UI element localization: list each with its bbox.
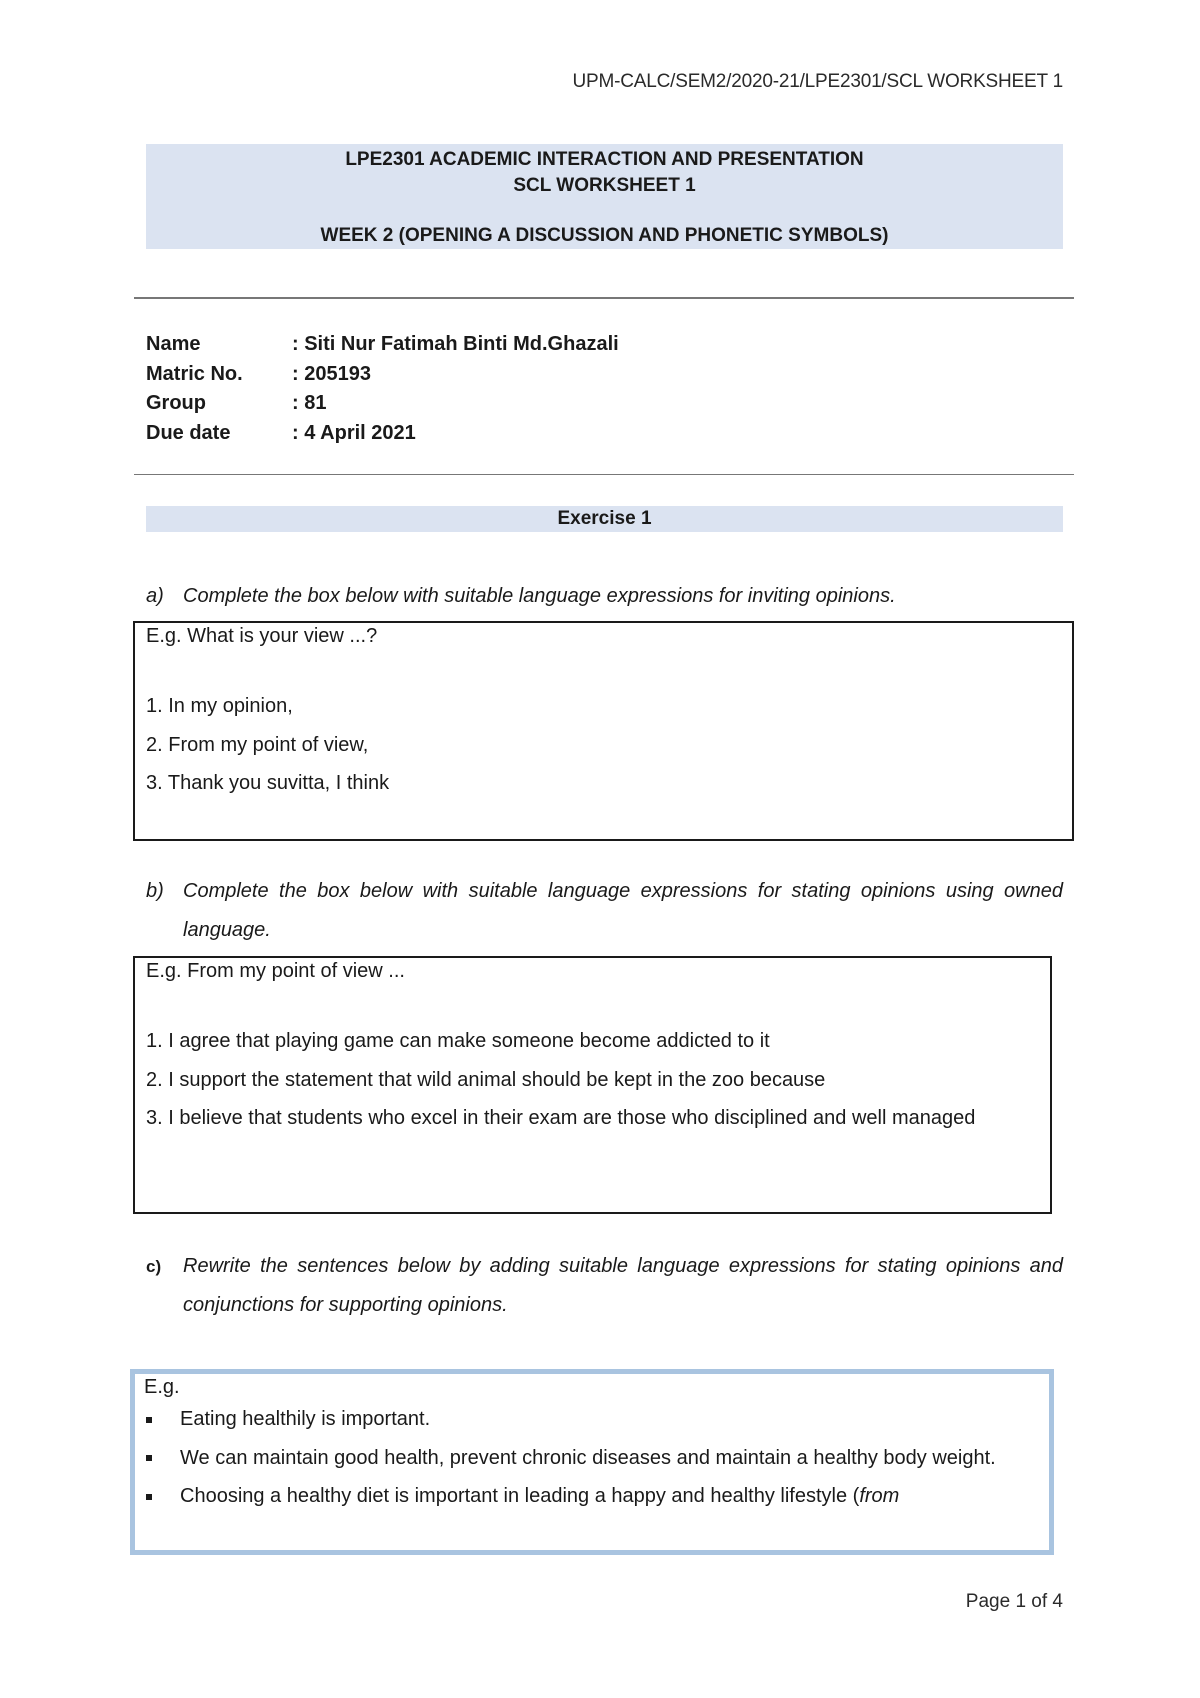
answer-b-example: E.g. From my point of view ...	[146, 960, 405, 982]
due-date-value: : 4 April 2021	[292, 421, 416, 444]
answer-a-line-3: 3. Thank you suvitta, I think	[146, 772, 390, 794]
info-row-matric	[146, 360, 619, 390]
document-reference-header: UPM-CALC/SEM2/2020-21/LPE2301/SCL WORKSHEET 1	[572, 71, 1063, 92]
question-b	[146, 872, 1063, 950]
exercise-title: Exercise 1	[146, 506, 1063, 532]
answer-b-line-1: 1. I agree that playing game can make someone become addicted to it	[146, 1030, 770, 1052]
week-title: WEEK 2 (OPENING A DISCUSSION AND PHONETIC SYMBOLS)	[320, 225, 889, 246]
name-value: : Siti Nur Fatimah Binti Md.Ghazali	[292, 333, 619, 355]
answer-box-a[interactable]	[133, 621, 1074, 841]
divider-top	[134, 297, 1074, 299]
question-a-text: Complete the box below with suitable language expressions for inviting opinions.	[183, 585, 896, 607]
worksheet-title: SCL WORKSHEET 1	[513, 175, 696, 196]
student-info	[146, 330, 619, 448]
example-c-bullet-2: We can maintain good health, prevent chronic diseases and maintain a healthy body weight.	[180, 1446, 996, 1469]
example-box-c	[130, 1369, 1054, 1555]
question-b-marker: b)	[146, 880, 164, 902]
question-c-marker: c)	[146, 1257, 162, 1276]
question-a	[146, 577, 1063, 616]
bullet-icon	[144, 1439, 152, 1478]
name-label: Name	[146, 333, 201, 355]
example-c-label: E.g.	[144, 1376, 180, 1398]
example-c-bullet-1: Eating healthily is important.	[180, 1408, 431, 1430]
info-row-name	[146, 330, 619, 360]
group-label: Group	[146, 392, 206, 414]
divider-bottom	[134, 474, 1074, 475]
list-item	[144, 1400, 1040, 1439]
due-date-label: Due date	[146, 421, 231, 444]
info-row-group	[146, 389, 619, 419]
info-row-due-date	[146, 419, 619, 449]
example-c-list	[144, 1400, 1040, 1516]
course-title: LPE2301 ACADEMIC INTERACTION AND PRESENTATION	[345, 149, 864, 170]
question-a-marker: a)	[146, 585, 164, 607]
answer-b-line-2: 2. I support the statement that wild animal should be kept in the zoo because	[146, 1068, 826, 1091]
question-c	[146, 1247, 1063, 1325]
example-c-bullet-3: Choosing a healthy diet is important in leading a happy and healthy lifestyle (	[180, 1485, 860, 1507]
example-c-bullet-3-italic: from	[859, 1485, 900, 1507]
answer-box-b[interactable]	[133, 956, 1052, 1214]
answer-a-line-2: 2. From my point of view,	[146, 733, 369, 756]
answer-b-line-3: 3. I believe that students who excel in their exam are those who disciplined and well managed	[146, 1107, 976, 1129]
bullet-icon	[144, 1477, 152, 1516]
question-c-text: Rewrite the sentences below by adding suitable language expressions for stating opinions and conjunctions for supporting opinions.	[183, 1255, 1063, 1316]
question-b-text: Complete the box below with suitable language expressions for stating opinions using owned language.	[183, 880, 1063, 941]
matric-value: : 205193	[292, 362, 371, 385]
bullet-icon	[144, 1400, 152, 1439]
answer-a-line-1: 1. In my opinion,	[146, 695, 293, 717]
answer-a-example: E.g. What is your view ...?	[146, 625, 378, 647]
worksheet-title-block	[146, 144, 1063, 249]
group-value: : 81	[292, 392, 327, 414]
page-number: Page 1 of 4	[965, 1591, 1063, 1612]
list-item	[144, 1477, 1040, 1516]
list-item	[144, 1439, 1040, 1478]
matric-label: Matric No.	[146, 362, 243, 385]
